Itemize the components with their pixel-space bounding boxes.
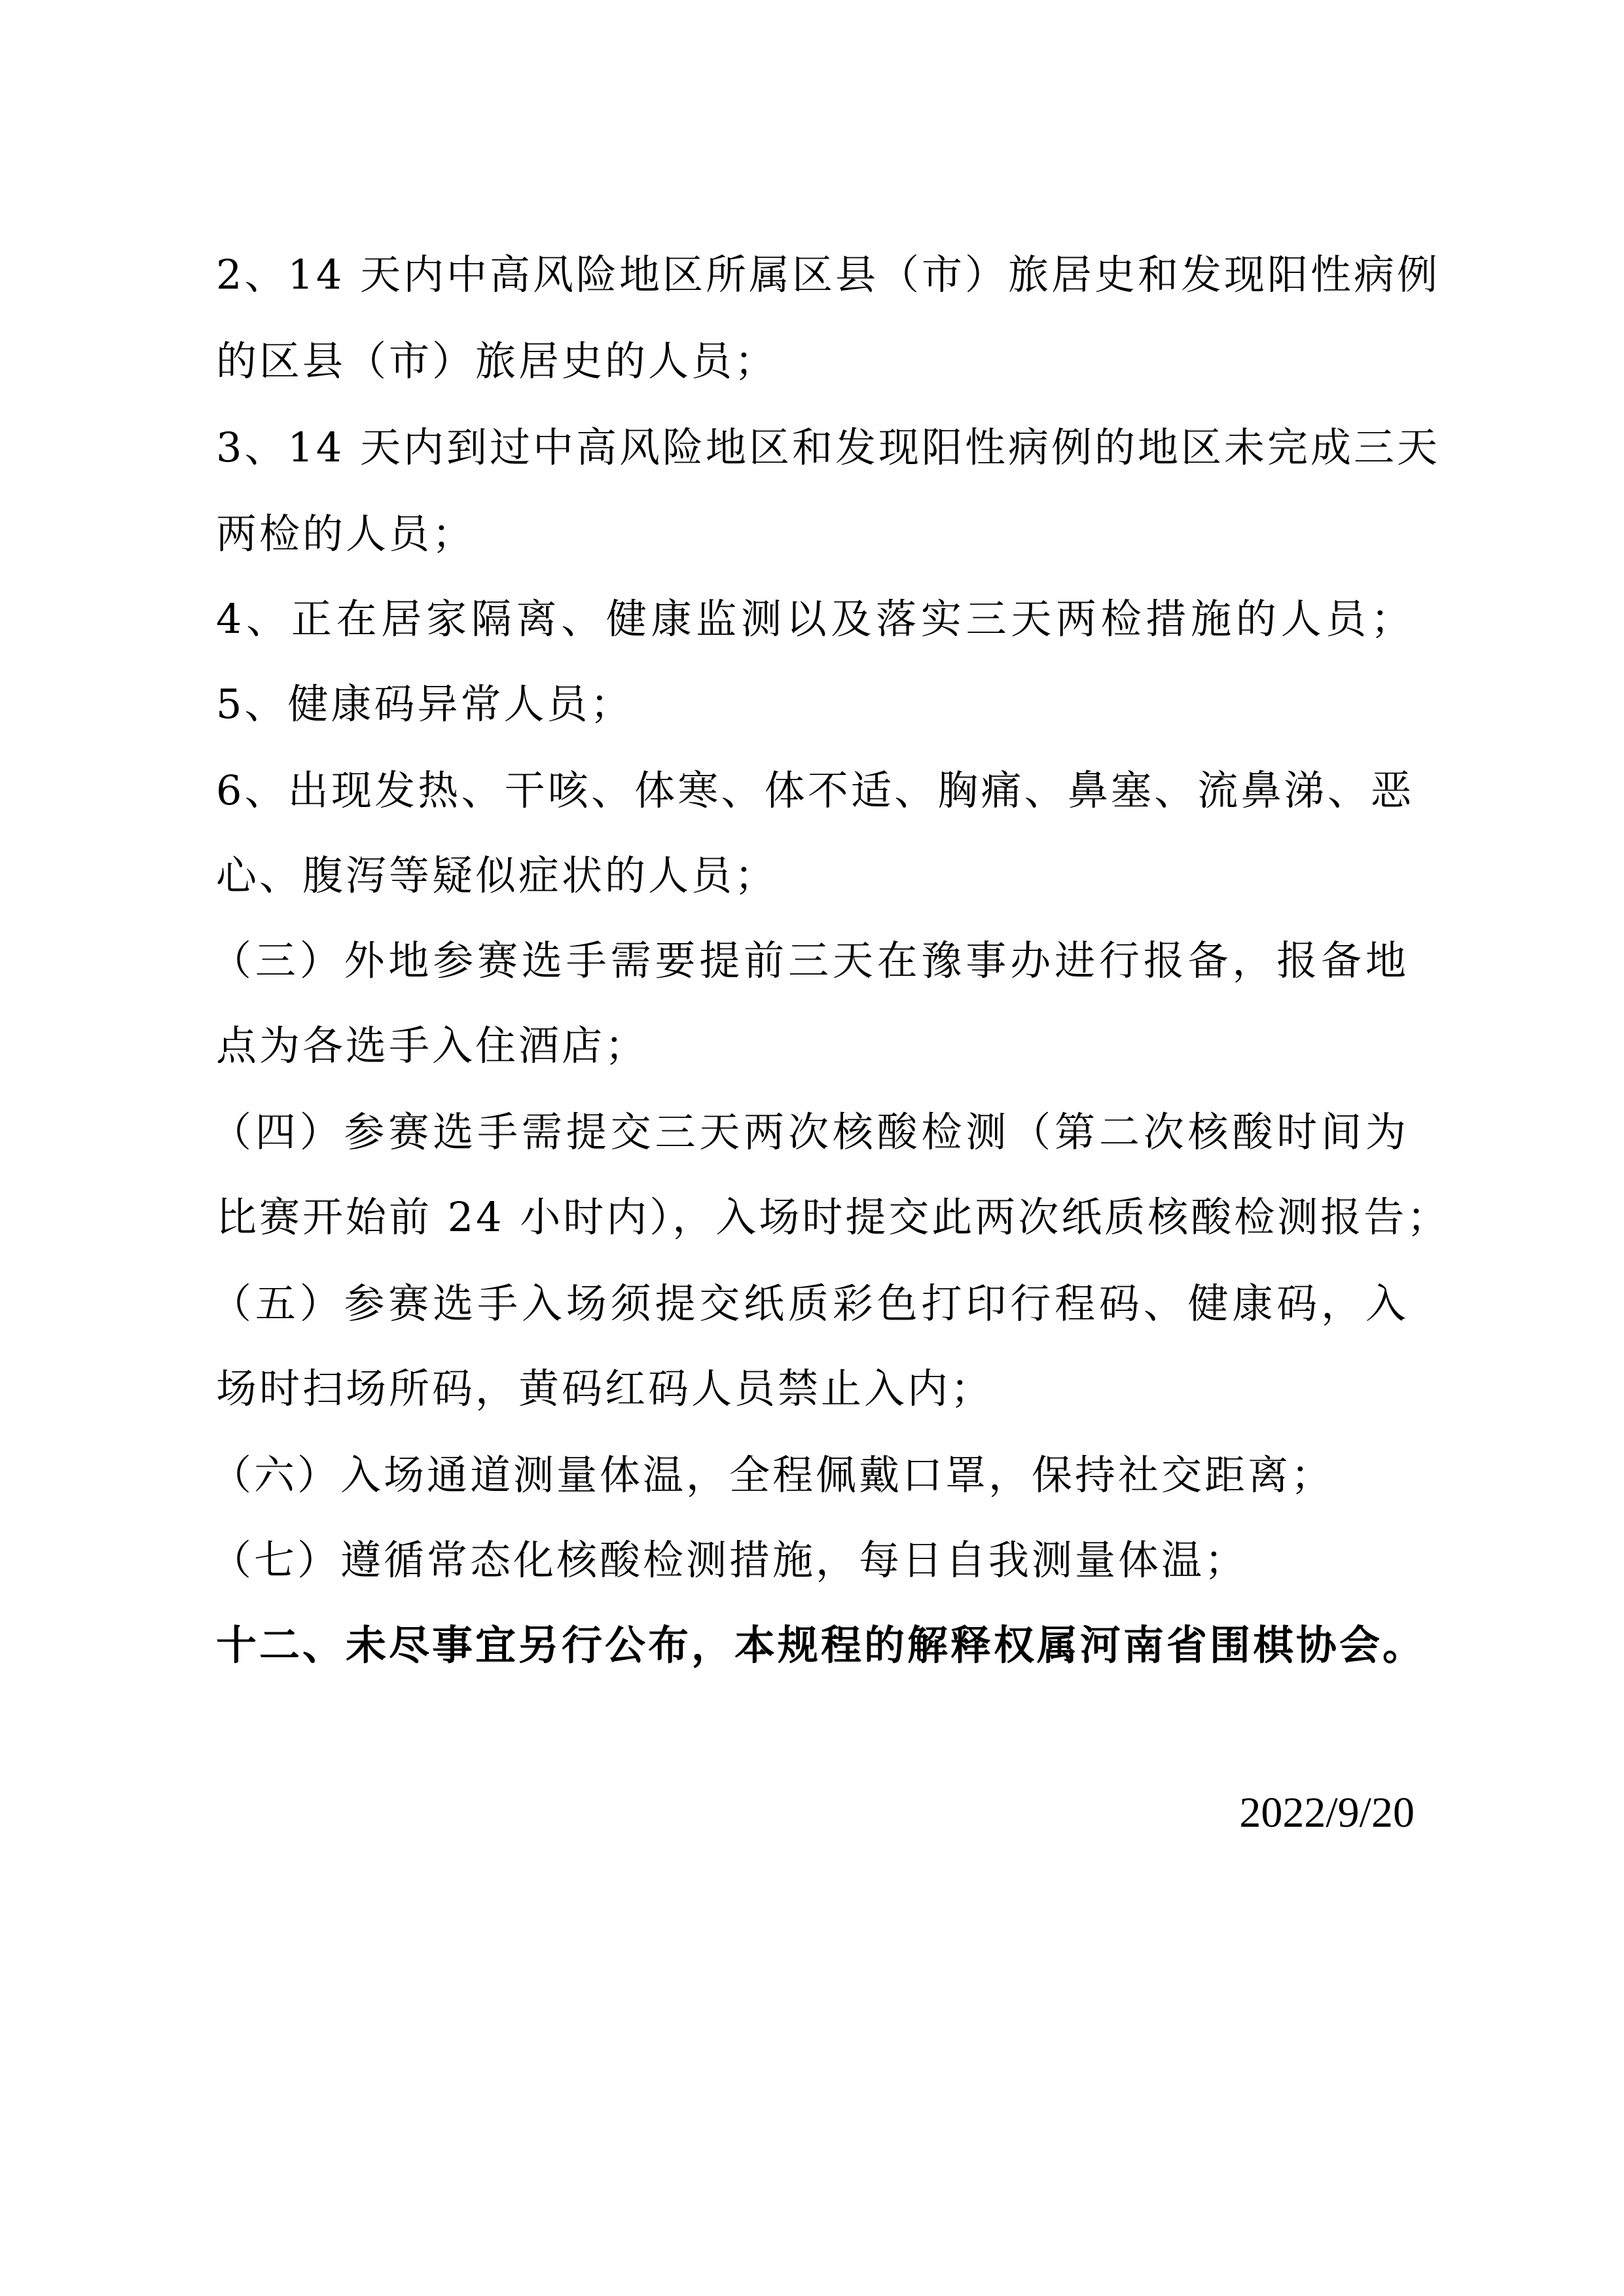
text-line-item-4: 4、正在居家隔离、健康监测以及落实三天两检措施的人员； bbox=[216, 595, 1414, 643]
text-line-clause-5b: 场时扫场所码，黄码红码人员禁止入内； bbox=[216, 1365, 994, 1412]
text-line-clause-4a: （四）参赛选手需提交三天两次核酸检测（第二次核酸时间为 bbox=[211, 1108, 1409, 1156]
text-line-item-6a: 6、出现发热、干咳、体寒、体不适、胸痛、鼻塞、流鼻涕、恶 bbox=[216, 766, 1414, 814]
text-line-clause-4b: 比赛开始前 24 小时内），入场时提交此两次纸质核酸检测报告； bbox=[216, 1193, 1451, 1241]
text-line-clause-5a: （五）参赛选手入场须提交纸质彩色打印行程码、健康码，入 bbox=[211, 1280, 1409, 1327]
text-line-item-3b: 两检的人员； bbox=[216, 510, 476, 558]
text-line-section-12: 十二、未尽事宜另行公布，本规程的解释权属河南省围棋协会。 bbox=[216, 1621, 1426, 1669]
document-date: 2022/9/20 bbox=[1239, 1789, 1415, 1837]
text-line-clause-7: （七）遵循常态化核酸检测措施，每日自我测量体温； bbox=[211, 1536, 1248, 1584]
text-line-clause-3a: （三）外地参赛选手需要提前三天在豫事办进行报备，报备地 bbox=[211, 937, 1409, 984]
text-line-item-2b: 的区县（市）旅居史的人员； bbox=[216, 337, 778, 385]
text-line-item-2a: 2、14 天内中高风险地区所属区县（市）旅居史和发现阳性病例 bbox=[216, 251, 1441, 298]
text-line-clause-6: （六）入场通道测量体温，全程佩戴口罩，保持社交距离； bbox=[211, 1451, 1335, 1499]
text-line-item-5: 5、健康码异常人员； bbox=[216, 680, 634, 728]
text-line-clause-3b: 点为各选手入住酒店； bbox=[216, 1022, 649, 1069]
text-line-item-3a: 3、14 天内到过中高风险地区和发现阳性病例的地区未完成三天 bbox=[216, 423, 1441, 471]
text-line-item-6b: 心、腹泻等疑似症状的人员； bbox=[216, 852, 778, 899]
